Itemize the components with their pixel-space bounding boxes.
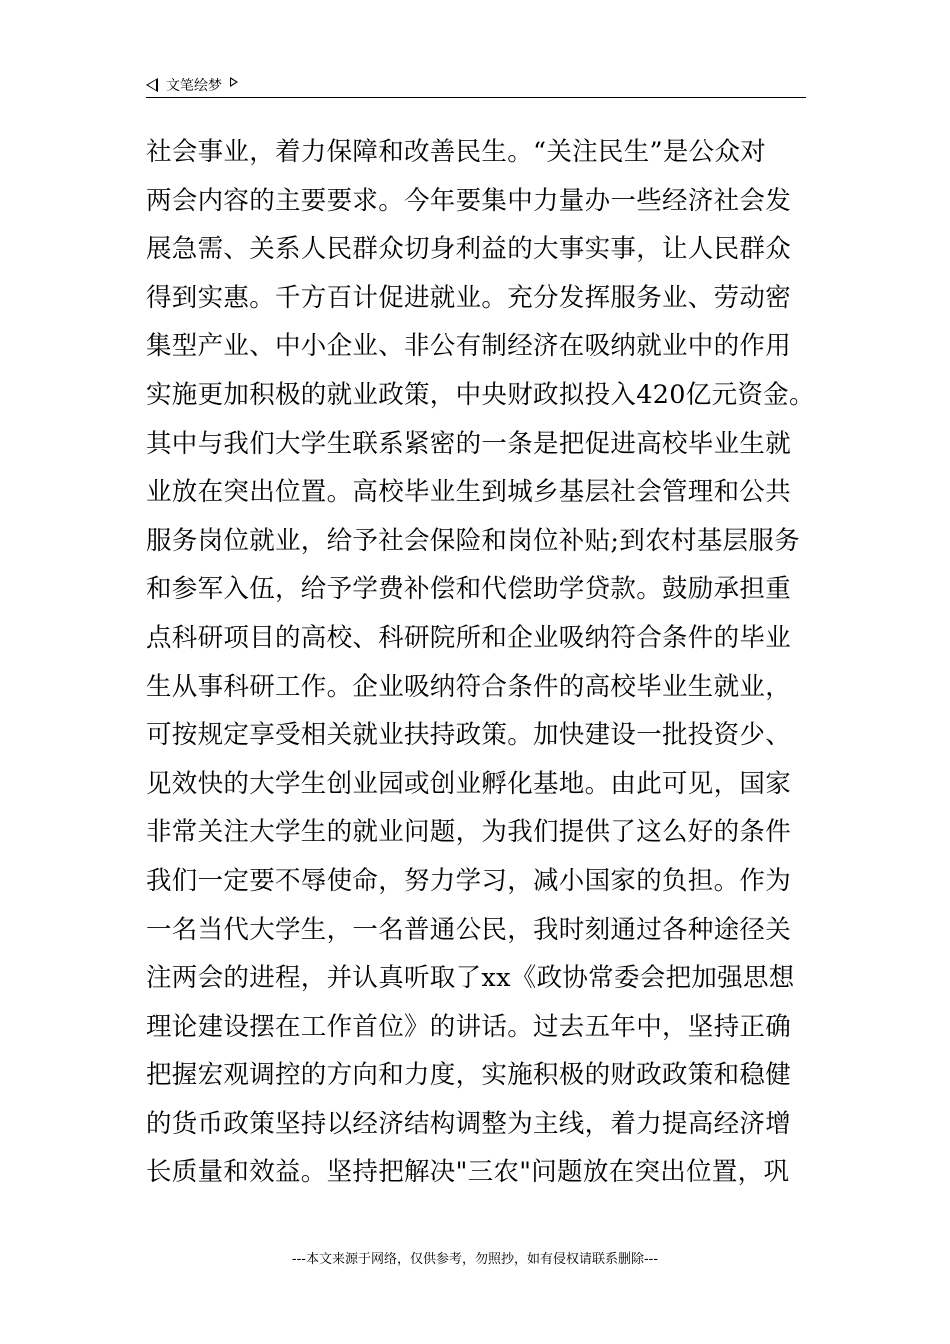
text-line: 得到实惠。千方百计促进就业。充分发挥服务业、劳动密	[146, 282, 792, 313]
text-line: 把握宏观调控的方向和力度，实施积极的财政政策和稳健	[146, 1060, 792, 1091]
text-line: 社会事业，着力保障和改善民生。“关注民生”是公众对	[146, 137, 767, 167]
text-line: 服务岗位就业，给予社会保险和岗位补贴;到农村基层服务	[146, 525, 800, 556]
text-line: 长质量和效益。坚持把解决"三农"问题放在突出位置，巩	[146, 1157, 790, 1188]
text-line: 实施更加积极的就业政策，中央财政拟投入420亿元资金。	[146, 379, 815, 410]
header-divider	[146, 97, 806, 98]
document-body	[146, 128, 826, 1197]
text-line: 业放在突出位置。高校毕业生到城乡基层社会管理和公共	[146, 477, 792, 508]
text-line: 非常关注大学生的就业问题，为我们提供了这么好的条件	[146, 817, 792, 848]
triangle-left-icon	[146, 78, 158, 92]
text-line: 见效快的大学生创业园或创业孵化基地。由此可见，国家	[146, 768, 792, 799]
text-line: 注两会的进程，并认真听取了xx《政协常委会把加强思想	[146, 963, 795, 994]
text-line: 两会内容的主要要求。今年要集中力量办一些经济社会发	[146, 185, 792, 216]
text-line: 理论建设摆在工作首位》的讲话。过去五年中，坚持正确	[146, 1011, 792, 1042]
text-line: 生从事科研工作。企业吸纳符合条件的高校毕业生就业，	[146, 671, 792, 702]
text-line: 和参军入伍，给予学费补偿和代偿助学贷款。鼓励承担重	[146, 574, 792, 605]
text-line: 一名当代大学生，一名普通公民，我时刻通过各种途径关	[146, 914, 792, 945]
header-brand: 文笔绘梦	[166, 78, 222, 94]
text-line: 可按规定享受相关就业扶持政策。加快建设一批投资少、	[146, 720, 792, 751]
text-line: 我们一定要不辱使命，努力学习，减小国家的负担。作为	[146, 865, 792, 896]
text-line: 展急需、关系人民群众切身利益的大事实事，让人民群众	[146, 234, 792, 265]
page-header	[146, 74, 806, 96]
triangle-right-icon	[230, 77, 238, 87]
text-line: 点科研项目的高校、科研院所和企业吸纳符合条件的毕业	[146, 622, 792, 653]
text-line: 集型产业、中小企业、非公有制经济在吸纳就业中的作用	[146, 331, 792, 362]
footer-notice: ---本文来源于网络，仅供参考，勿照抄，如有侵权请联系删除---	[291, 1252, 659, 1267]
text-line: 的货币政策坚持以经济结构调整为主线，着力提高经济增	[146, 1108, 792, 1139]
text-line: 其中与我们大学生联系紧密的一条是把促进高校毕业生就	[146, 428, 792, 459]
